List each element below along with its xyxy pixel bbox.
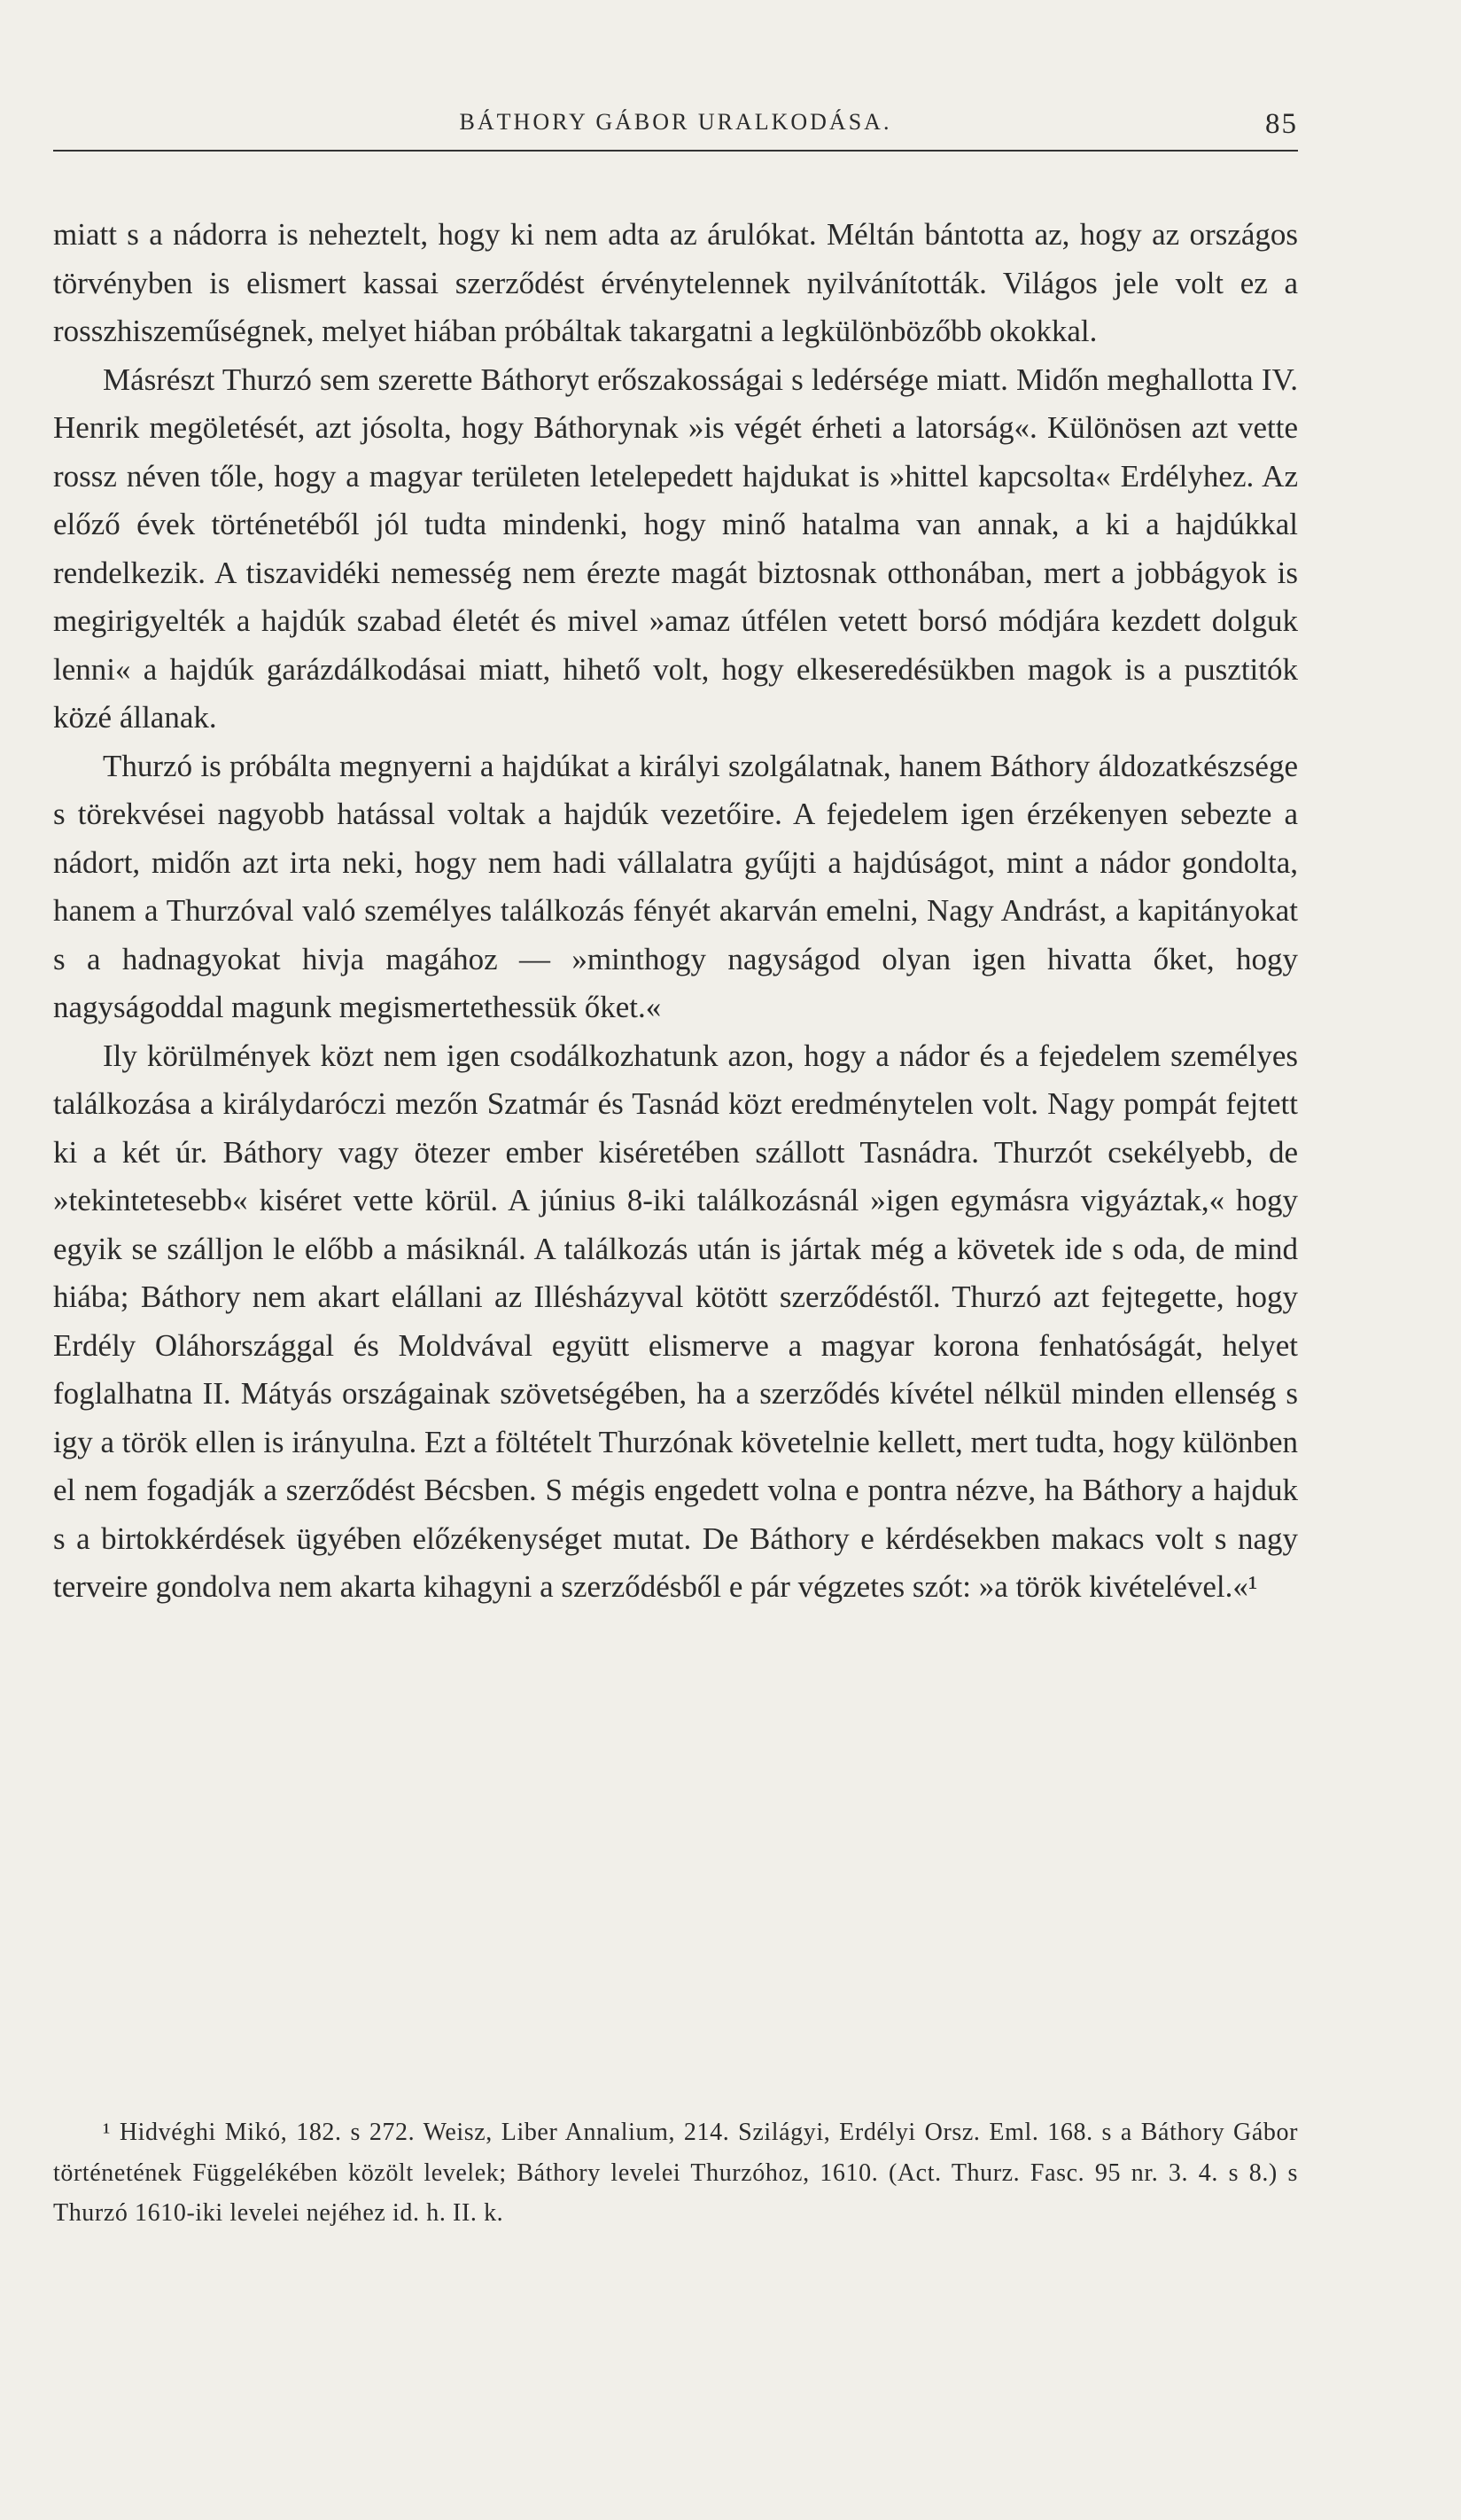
paragraph-1: miatt s a nádorra is neheztelt, hogy ki nem adta az árulókat. Méltán bántotta az, hogy az országos törvényben is elismert kassai szerződést érvénytelennek nyilvánították. Világos jele volt ez a rosszhiszeműségnek, melyet hiában próbáltak takargatni a legkülönbözőbb okokkal. xyxy=(53,217,1298,348)
page-number: 85 xyxy=(1265,108,1298,140)
running-head xyxy=(53,105,1298,151)
paragraph-3: Thurzó is próbálta megnyerni a hajdúkat a királyi szolgálatnak, hanem Báthory áldozatkészsége s törekvései nagyobb hatással voltak a hajdúk vezetőire. A fejedelem igen érzékenyen sebezte a nádort, midőn azt irta neki, hogy nem hadi vállalatra gyűjti a hajdúságot, mint a nádor gondolta, hanem a Thurzóval való személyes találkozás fényét akarván emelni, Nagy Andrást, a kapitányokat s a hadnagyokat hivja magához — »minthogy nagyságod olyan igen hivatta őket, hogy nagyságoddal magunk megismertethessük őket.« xyxy=(53,748,1298,1024)
header-rule xyxy=(53,150,1298,152)
paragraph-2: Másrészt Thurzó sem szerette Báthoryt erőszakosságai s ledérsége miatt. Midőn meghallotta IV. Henrik megöletését, azt jósolta, hogy Báthorynak »is végét érheti a latorság«. Különösen azt vette rossz néven tőle, hogy a magyar területen letelepedett hajdukat is »hittel kapcsolta« Erdélyhez. Az előző évek történetéből jól tudta mindenki, hogy minő hatalma van annak, a ki a hajdúkkal rendelkezik. A tiszavidéki nemesség nem érezte magát biztosnak otthonában, mert a jobbágyok is megirigyelték a hajdúk szabad életét és mivel »amaz útfélen vetett borsó módjára kezdett dolguk lenni« a hajdúk garázdálkodásai miatt, hihető volt, hogy elkeseredésükben magok is a pusztitók közé állanak. xyxy=(53,362,1298,735)
footnotes xyxy=(53,2112,1298,2234)
running-title: BÁTHORY GÁBOR URALKODÁSA. xyxy=(459,109,892,135)
body-text xyxy=(53,211,1298,1612)
paragraph-4: Ily körülmények közt nem igen csodálkozhatunk azon, hogy a nádor és a fejedelem személyes találkozása a királydaróczi mezőn Szatmár és Tasnád közt eredménytelen volt. Nagy pompát fejtett ki a két úr. Báthory vagy ötezer ember kiséretében szállott Tasnádra. Thurzót csekélyebb, de »tekintetesebb« kiséret vette körül. A június 8-iki találkozásnál »igen egymásra vigyáztak,« hogy egyik se szálljon le előbb a másiknál. A találkozás után is jártak még a követek ide s oda, de mind hiába; Báthory nem akart elállani az Illésházyval kötött szerződéstől. Thurzó azt fejtegette, hogy Erdély Oláhországgal és Moldvával együtt elismerve a magyar korona fenhatóságát, helyet foglalhatna II. Mátyás országainak szövetségében, ha a szerződés kívétel nélkül minden ellenség s igy a török ellen is irányulna. Ezt a föltételt Thurzónak követelnie kellett, mert tudta, hogy különben el nem fogadják a szerződést Bécsben. S mégis engedett volna e pontra nézve, ha Báthory a hajduk s a birtokkérdések ügyében előzékenységet mutat. De Báthory e kérdésekben makacs volt s nagy terveire gondolva nem akarta kihagyni a szerződésből e pár végzetes szót: »a török kivételével.«¹ xyxy=(53,1038,1298,1604)
footnote-1: ¹ Hidvéghi Mikó, 182. s 272. Weisz, Liber Annalium, 214. Szilágyi, Erdélyi Orsz. Eml. 168. s a Báthory Gábor történetének Függelékében közölt levelek; Báthory levelei Thurzóhoz, 1610. (Act. Thurz. Fasc. 95 nr. 3. 4. s 8.) s Thurzó 1610-iki levelei nejéhez id. h. II. k. xyxy=(53,2119,1298,2227)
